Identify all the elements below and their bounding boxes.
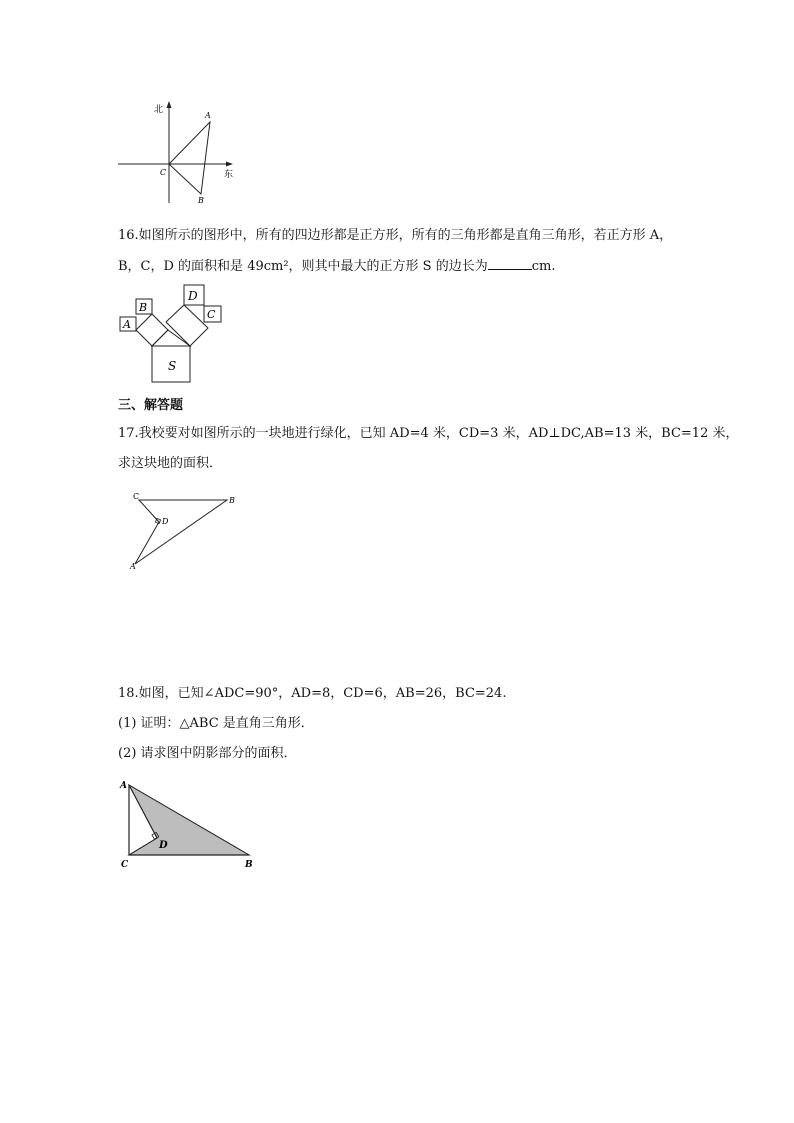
point-a-label: A: [130, 562, 136, 571]
point-c-label: C: [121, 860, 129, 870]
point-d-label: D: [159, 840, 168, 851]
squares-figure: [114, 280, 234, 386]
north-label: 北: [154, 105, 164, 115]
point-c-label: C: [133, 492, 140, 501]
square-c-label: C: [207, 308, 216, 321]
q18-line3: (2) 请求图中阴影部分的面积．: [118, 746, 297, 761]
q17-line1: 17.我校要对如图所示的一块地进行绿化，已知 AD=4 米，CD=3 米，AD⊥DC,AB=13 米，BC=12 米，: [118, 426, 739, 441]
point-b-label: B: [229, 496, 235, 505]
east-label: 东: [224, 170, 234, 180]
point-c-label: C: [160, 168, 167, 177]
section-title: 三、解答题: [118, 398, 184, 413]
q17-line2: 求这块地的面积．: [118, 456, 223, 471]
compass-triangle-figure: [112, 98, 242, 208]
shaded-triangle-figure: [116, 776, 262, 870]
square-d-label: D: [188, 289, 198, 303]
q16-line2: [118, 258, 555, 275]
point-a-label: A: [205, 111, 211, 120]
q18-line2: (1) 证明：△ABC 是直角三角形．: [118, 716, 314, 731]
point-b-label: B: [198, 196, 204, 205]
quadrilateral-figure: [126, 490, 238, 572]
answer-blank: [488, 258, 532, 270]
square-b-label: B: [139, 301, 148, 314]
q18-line1: 18.如图，已知∠ADC=90°，AD=8，CD=6，AB=26，BC=24.: [118, 686, 507, 701]
q16-unit: cm.: [531, 259, 556, 274]
point-d-label: D: [162, 517, 169, 526]
point-a-label: A: [120, 781, 127, 791]
q16-line1: 16.如图所示的图形中，所有的四边形都是正方形，所有的三角形都是直角三角形，若正方形 A，: [118, 228, 673, 243]
point-b-label: B: [245, 860, 253, 870]
q16-line2-text: B，C，D 的面积和是 49cm²，则其中最大的正方形 S 的边长为: [118, 259, 488, 274]
square-a-label: A: [123, 318, 131, 331]
square-s-label: S: [168, 359, 177, 373]
